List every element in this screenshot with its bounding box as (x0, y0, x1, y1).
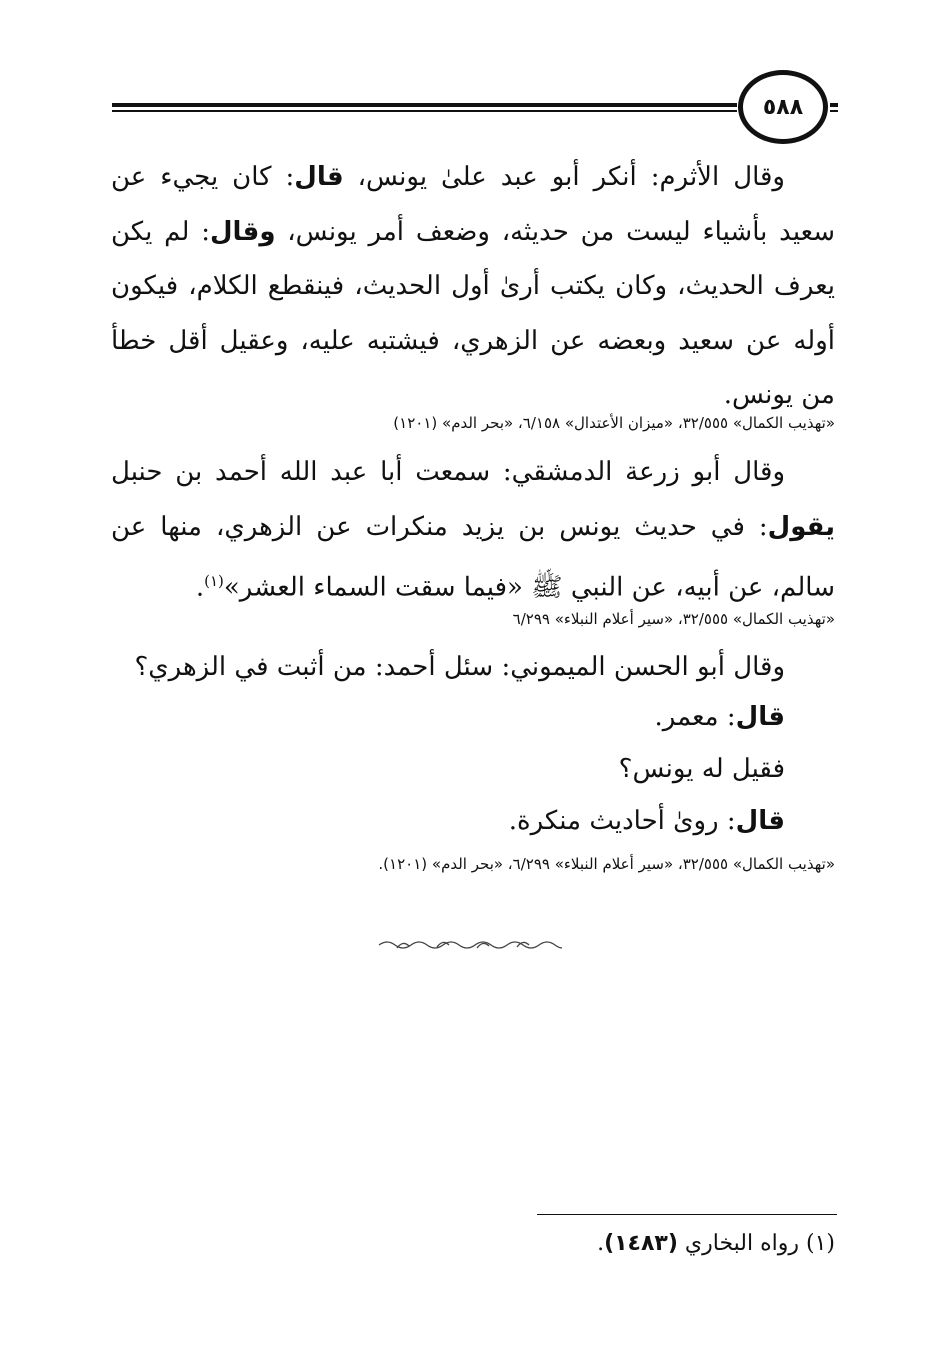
text: . (195, 572, 205, 603)
text: . (597, 1231, 605, 1256)
paragraph-abu-zura (111, 445, 835, 615)
footnote-text: رواه البخاري (677, 1231, 806, 1256)
line-maimuni: وقال أبو الحسن الميموني: سئل أحمد: من أثبت في الزهري؟ (134, 652, 785, 682)
text: : رویٰ أحاديث منكرة. (508, 806, 736, 836)
source-citation: «تهذيب الكمال» ٣٢/٥٥٥، «ميزان الأعتدال» ٦/١٥٨، «بحر الدم» (١٢٠١) (393, 414, 835, 432)
keyword: قال (735, 702, 785, 732)
footnote-hadith-number: (١٤٨٣) (604, 1231, 678, 1256)
text: وقال أبو زرعة الدمشقي: سمعت أبا عبد الله أحمد بن حنبل (111, 457, 785, 487)
keyword: وقال (209, 216, 276, 247)
page-number: ٥٨٨ (762, 94, 804, 120)
line-answer (111, 796, 835, 846)
footnote-reference[interactable]: (١) (204, 572, 224, 590)
keyword: يقول (767, 511, 835, 542)
source-citation: «تهذيب الكمال» ٣٢/٥٥٥، «سير أعلام النبلاء» ٦/٢٩٩ (512, 610, 835, 628)
page-number-badge (738, 70, 828, 144)
footnote-number: (١) (805, 1231, 835, 1256)
text: : كان يجيء عن سعيد بأشياء ليست من حديثه، وضعف أمر يونس، (111, 162, 835, 247)
footnote (597, 1226, 835, 1262)
header-rule (112, 103, 737, 107)
line-answer (111, 692, 835, 742)
footnote-separator (537, 1214, 837, 1215)
keyword: قال (294, 162, 344, 192)
text: : لم يكن يعرف الحديث، وكان يكتب أرىٰ أول الحديث، فينقطع الكلام، فيكون أوله عن سعيد وبعضه عن الزهري، فيشتبه عليه، وعقيل أقل خطأ من يونس. (111, 216, 835, 410)
source-citation: «تهذيب الكمال» ٣٢/٥٥٥، «سير أعلام النبلاء» ٦/٢٩٩، «بحر الدم» (١٢٠١). (378, 855, 835, 873)
section-divider-ornament (377, 935, 562, 953)
text: وقال الأثرم: أنكر أبو عبد علىٰ يونس، (343, 162, 785, 192)
line-question: فقيل له يونس؟ (618, 754, 785, 784)
page-header (0, 0, 933, 160)
keyword: قال (735, 806, 785, 836)
header-rule-thin (112, 110, 737, 112)
paragraph-athram (111, 150, 835, 423)
text: : معمر. (654, 702, 736, 732)
header-rule-end (830, 103, 838, 107)
header-rule-end-thin (830, 110, 838, 112)
text: : في حديث يونس بن يزيد منكرات عن الزهري، منها عن سالم، عن أبيه، عن النبي ﷺ «فيما سقت السماء العشر» (111, 511, 835, 603)
